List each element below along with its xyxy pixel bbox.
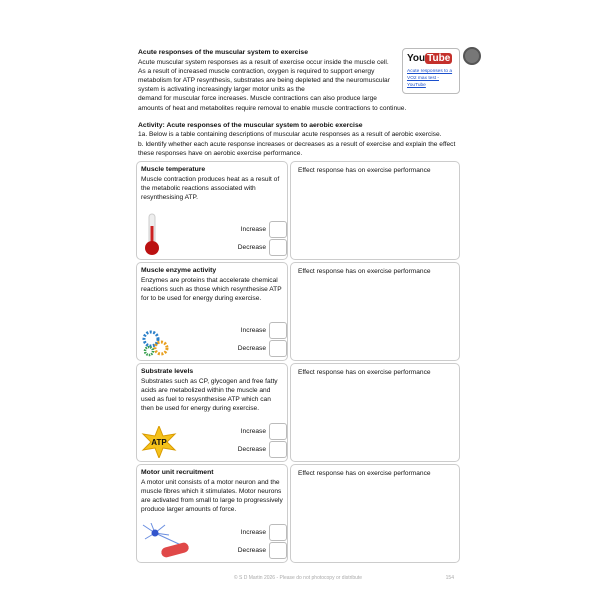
decrease-option: Decrease [238,340,287,357]
decrease-checkbox[interactable] [269,441,287,458]
activity-instruction-a: 1a. Below is a table containing descriptions of muscular acute responses as a result of aerobic exercise. [138,131,442,139]
increase-checkbox[interactable] [269,322,287,339]
youtube-logo: You Tube [407,53,451,64]
response-cell-motor-unit-recruitment [136,464,288,563]
activity-title: Activity: Acute responses of the muscular system to aerobic exercise [138,121,363,129]
activity-instruction-b: b. Identify whether each acute response increases or decreases as a result of exercise and explain the effect these responses have on aerobic exercise performance. [138,140,456,157]
atp-star-icon [141,426,177,458]
motor-neuron-icon [141,523,191,559]
youtube-link[interactable]: Acute responses to a VO2 max test - YouTube [407,69,453,88]
increase-option: Increase [238,221,287,238]
response-cell-muscle-enzyme-activity [136,262,288,361]
increase-checkbox[interactable] [269,221,287,238]
response-cell-muscle-temperature [136,161,288,260]
page-content [136,48,460,582]
footer [136,575,460,582]
effect-answer-box[interactable] [290,363,460,462]
svg-text:ATP: ATP [151,438,167,448]
activity-section [136,121,460,158]
response-cell-substrate-levels [136,363,288,462]
effect-label: Effect response has on exercise performance [298,369,431,377]
effect-label: Effect response has on exercise performance [298,268,431,276]
response-description: Enzymes are proteins that accelerate chemical reactions such as those which resynthesise ATP for to be used for energy during exercise. [141,276,282,303]
increase-option: Increase [238,322,287,339]
increase-checkbox[interactable] [269,423,287,440]
response-description: Muscle contraction produces heat as a result of the metabolic reactions associated with resynthesising ATP. [141,175,280,202]
gears-icon [141,329,169,357]
effect-answer-box[interactable] [290,262,460,361]
film-reel-icon [463,47,481,65]
decrease-checkbox[interactable] [269,340,287,357]
youtube-video-card[interactable] [402,48,460,94]
increase-option: Increase [238,423,287,440]
intro-section [136,48,460,113]
effect-answer-box[interactable] [290,161,460,260]
response-description: A motor unit consists of a motor neuron and the muscle fibres which it stimulates. Motor neurons are activated from small to large to progressively produce larger amounts of force. [141,478,283,514]
decrease-option: Decrease [238,239,287,256]
effect-label: Effect response has on exercise performance [298,167,431,175]
response-description: Substrates such as CP, glycogen and free fatty acids are metabolized within the muscle and used as fuel to resysnthesise ATP which can then be used for energy during exercise. [141,377,278,413]
increase-checkbox[interactable] [269,524,287,541]
responses-table [136,161,460,563]
response-title: Muscle enzyme activity [141,267,217,275]
effect-label: Effect response has on exercise performance [298,470,431,478]
decrease-checkbox[interactable] [269,542,287,559]
footer-copyright: © S D Martin 2026 - Please do not photocopy or distribute [233,575,363,582]
effect-answer-box[interactable] [290,464,460,563]
response-title: Substrate levels [141,368,194,376]
response-title: Muscle temperature [141,166,206,174]
page-number: 154 [445,575,454,582]
section-title: Acute responses of the muscular system to exercise [138,49,308,56]
thermometer-icon [141,212,163,256]
decrease-checkbox[interactable] [269,239,287,256]
increase-option: Increase [238,524,287,541]
intro-paragraph-continued: demand for muscular force increases. Muscle contractions can also produce large amounts of heat and metabolites require removal to enable muscle contractions to continue. [138,95,407,112]
intro-paragraph: Acute muscular system responses as a result of exercise occur inside the muscle cell. As a result of increased muscle contraction, oxygen is required to support energy metabolism for ATP resynthesis, substrates are being depleted and the neuromuscular system is activating increasingly larger motor units as the [138,58,390,94]
decrease-option: Decrease [238,542,287,559]
response-title: Motor unit recruitment [141,469,214,477]
decrease-option: Decrease [238,441,287,458]
